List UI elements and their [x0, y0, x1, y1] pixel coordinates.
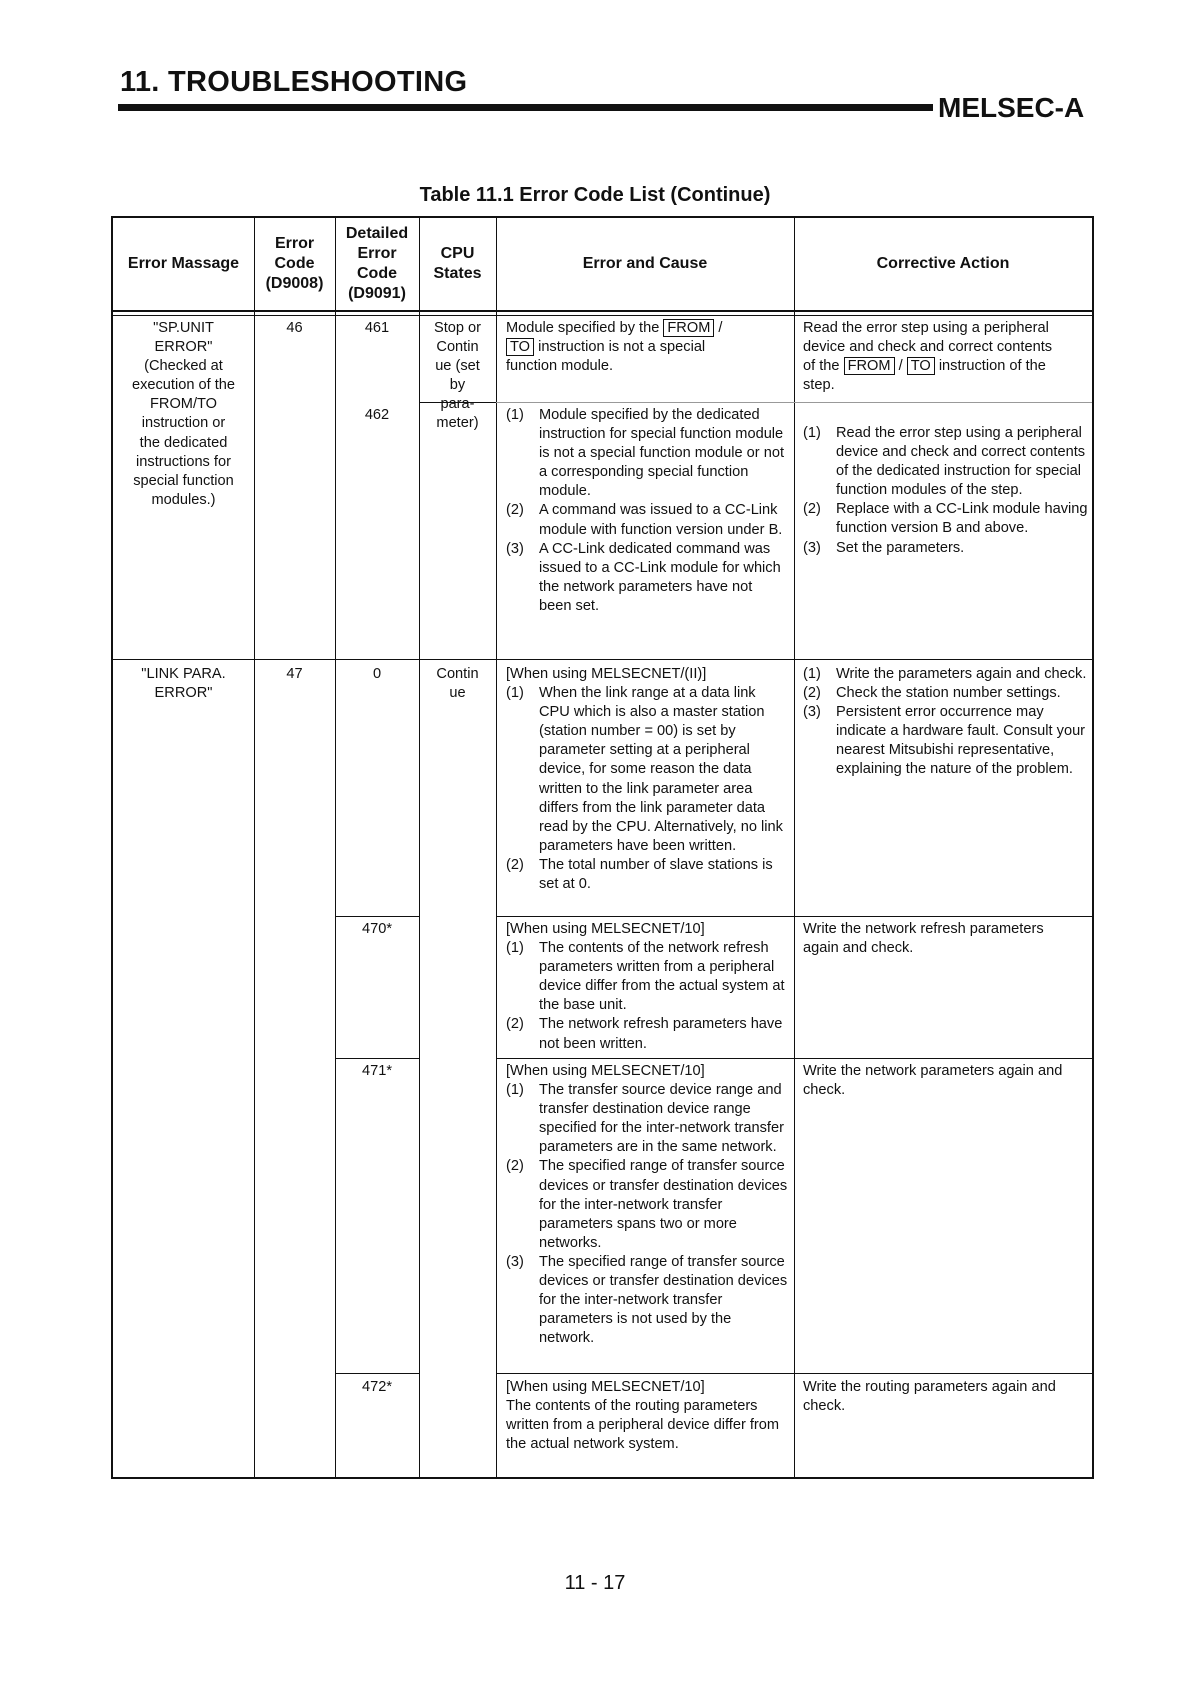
row-divider [335, 1373, 420, 1374]
action-471: Write the network parameters again and check. [803, 1063, 1063, 1099]
col-header-line: (D9008) [265, 275, 324, 292]
detailed-code-0: 0 [372, 666, 382, 682]
item-number: (2) [803, 685, 821, 702]
action-text: device and check and correct contents [803, 339, 1053, 356]
item-text: A command was issued to a CC-Link module with function version under B. [539, 502, 783, 538]
col-header-line: (D9091) [348, 285, 406, 302]
message-line: execution of the [131, 377, 236, 394]
row-divider [496, 1373, 1092, 1374]
slash-separator: / [718, 320, 723, 336]
message-line: modules.) [151, 491, 216, 508]
item-text: Module specified by the dedicated instruction for special function module is not a special function module or not a corresponding special function module. [539, 407, 784, 500]
cpu-state-line: Contin [436, 666, 479, 682]
cause-461 [506, 319, 788, 376]
cause-text: function module. [506, 358, 614, 375]
action-item [803, 424, 1089, 500]
action-0 [803, 665, 1091, 780]
message-line: "SP.UNIT [153, 320, 214, 336]
message-line: (Checked at [144, 358, 223, 375]
detailed-code-471: 471* [361, 1063, 393, 1079]
item-number: (3) [803, 704, 821, 721]
cause-intro: [When using MELSECNET/10] [506, 1379, 705, 1395]
message-line: instruction or [141, 415, 226, 432]
col-header-error-code [254, 218, 335, 310]
cpu-state-line: Stop or [433, 320, 482, 336]
cpu-state-line: ue (set [435, 358, 480, 375]
item-number: (3) [506, 1253, 524, 1270]
cause-462 [506, 406, 788, 616]
item-number: (2) [506, 856, 524, 873]
to-instruction-box: TO [907, 357, 935, 375]
detailed-code-462: 462 [364, 407, 390, 423]
header-divider [113, 310, 1092, 312]
cpu-state-line: Contin [436, 339, 479, 356]
row-divider [335, 916, 420, 917]
item-text: The specified range of transfer source devices or transfer destination devices for the inter-network transfer parameters is not used by the network. [539, 1253, 788, 1347]
cause-item [506, 406, 788, 501]
message-line: FROM/TO [149, 396, 218, 413]
cause-item [506, 1015, 788, 1053]
cause-item [506, 1157, 788, 1252]
error-code-47: 47 [286, 666, 303, 682]
header-rule [118, 104, 933, 111]
col-header-line: Error [357, 245, 397, 262]
col-header-error-cause [496, 218, 794, 310]
col-header-line: Code [357, 265, 397, 282]
col-divider [794, 218, 795, 1479]
cause-intro: [When using MELSECNET/(II)] [506, 666, 707, 682]
item-text: The specified range of transfer source devices or transfer destination devices for the inter-network transfer parameters spans two or more networks. [539, 1158, 788, 1251]
message-line: special function [133, 472, 234, 489]
cpu-state-line: by [449, 377, 466, 394]
cause-intro: [When using MELSECNET/10] [506, 921, 705, 937]
row-divider [335, 1058, 420, 1059]
cause-text: instruction is not a special [538, 339, 706, 356]
error-code-46: 46 [286, 320, 303, 336]
item-text: Persistent error occurrence may indicate a hardware fault. Consult your nearest Mitsubishi representative, explaining the nature of the problem. [836, 704, 1086, 778]
col-header-label: Error Massage [127, 255, 240, 272]
action-text: step. [803, 377, 835, 394]
col-header-label: Error and Cause [582, 255, 708, 272]
message-line: ERROR" [154, 685, 213, 702]
item-text: Read the error step using a peripheral device and check and correct contents of the dedicated instruction for special function modules of the step. [836, 425, 1086, 499]
cause-item [506, 856, 788, 894]
table-caption: Table 11.1 Error Code List (Continue) [419, 184, 771, 206]
col-header-line: Error [274, 235, 315, 252]
action-item [803, 703, 1091, 779]
item-number: (3) [803, 539, 821, 556]
group-divider [113, 659, 1092, 660]
detailed-code-461: 461 [364, 320, 390, 336]
detailed-code-470: 470* [361, 921, 393, 937]
col-header-line: Code [274, 255, 315, 272]
slash-separator: / [898, 358, 903, 375]
item-text: The transfer source device range and transfer destination device range specified for the inter-network transfer parameters are in the same network. [539, 1082, 784, 1156]
cpu-state-line: meter) [436, 415, 479, 432]
cause-470 [506, 920, 788, 1054]
detailed-code-472: 472* [361, 1379, 393, 1395]
from-instruction-box: FROM [844, 357, 895, 375]
item-number: (2) [803, 501, 821, 518]
item-text: The total number of slave stations is set at 0. [539, 856, 773, 893]
item-number: (1) [803, 425, 821, 441]
cause-item [506, 684, 788, 856]
item-text: When the link range at a data link CPU which is also a master station (station number = 00) is set by parameter setting at a peripheral device, for some reason the data written to the link parameter area differs from the link parameter data read by the CPU. Alternatively, no link parameters have been written. [539, 685, 783, 854]
action-472: Write the routing parameters again and check. [803, 1379, 1056, 1415]
action-470: Write the network refresh parameters again and check. [803, 921, 1044, 957]
error-message-sp-unit [115, 319, 252, 510]
item-number: (2) [506, 502, 524, 519]
chapter-title: 11. TROUBLESHOOTING [120, 66, 468, 98]
item-text: Check the station number settings. [836, 685, 1061, 702]
item-number: (1) [803, 666, 821, 682]
cause-item [506, 1081, 788, 1157]
item-text: Set the parameters. [836, 539, 965, 556]
col-header-error-message [113, 218, 254, 310]
col-header-cpu-states [419, 218, 496, 310]
brand-label: MELSEC-A [938, 92, 1085, 123]
row-divider [496, 402, 1092, 403]
item-number: (3) [506, 540, 524, 557]
action-item [803, 684, 1091, 703]
cause-item [506, 501, 788, 539]
col-divider [254, 218, 255, 1479]
row-divider [496, 1058, 1092, 1059]
col-header-corrective-action [794, 218, 1092, 310]
cause-intro: [When using MELSECNET/10] [506, 1063, 705, 1079]
error-code-table [111, 216, 1094, 1479]
cause-item [506, 1253, 788, 1348]
action-text: Read the error step using a peripheral [803, 320, 1049, 336]
message-line: ERROR" [154, 339, 213, 356]
header-divider [113, 315, 1092, 316]
item-text: Write the parameters again and check. [836, 666, 1087, 682]
action-item [803, 665, 1091, 684]
action-text: of the [803, 358, 840, 375]
cause-text: The contents of the routing parameters written from a peripheral device differ from the actual network system. [506, 1398, 780, 1453]
item-number: (1) [506, 940, 524, 957]
message-line: "LINK PARA. [141, 666, 226, 682]
item-text: A CC-Link dedicated command was issued to a CC-Link module for which the network parameters have not been set. [539, 540, 781, 614]
cause-item [506, 939, 788, 1015]
cause-text: Module specified by the [506, 320, 660, 336]
col-header-line: States [433, 265, 482, 282]
item-text: The network refresh parameters have not been written. [539, 1016, 783, 1052]
cause-0 [506, 665, 788, 894]
page-number: 11 - 17 [564, 1572, 626, 1594]
message-line: the dedicated [139, 434, 228, 451]
to-instruction-box: TO [506, 338, 534, 356]
col-header-label: Corrective Action [876, 255, 1010, 272]
cpu-state-continue [419, 665, 496, 703]
cpu-state-line: para- [440, 396, 475, 413]
cause-item [506, 540, 788, 616]
action-462 [803, 424, 1089, 558]
item-number: (1) [506, 407, 524, 423]
item-text: The contents of the network refresh parameters written from a peripheral device differ from the actual system at the base unit. [539, 940, 785, 1014]
item-text: Replace with a CC-Link module having function version B and above. [836, 501, 1088, 537]
cpu-state-stop-or-continue [419, 319, 496, 434]
message-line: instructions for [136, 453, 231, 470]
col-header-line: Detailed [345, 225, 409, 242]
item-number: (2) [506, 1158, 524, 1175]
col-divider [496, 218, 497, 1479]
row-divider [496, 916, 1092, 917]
cpu-state-line: ue [449, 685, 466, 702]
action-461 [803, 319, 1089, 395]
item-number: (1) [506, 685, 524, 702]
col-header-detailed-code [335, 218, 419, 310]
item-number: (2) [506, 1016, 524, 1033]
cause-472 [506, 1378, 788, 1454]
col-header-line: CPU [440, 245, 475, 262]
from-instruction-box: FROM [663, 319, 714, 337]
cause-471 [506, 1062, 788, 1348]
action-text: instruction of the [938, 358, 1046, 375]
action-item [803, 539, 1089, 558]
error-message-link-para [115, 665, 252, 703]
action-item [803, 500, 1089, 538]
item-number: (1) [506, 1082, 524, 1099]
